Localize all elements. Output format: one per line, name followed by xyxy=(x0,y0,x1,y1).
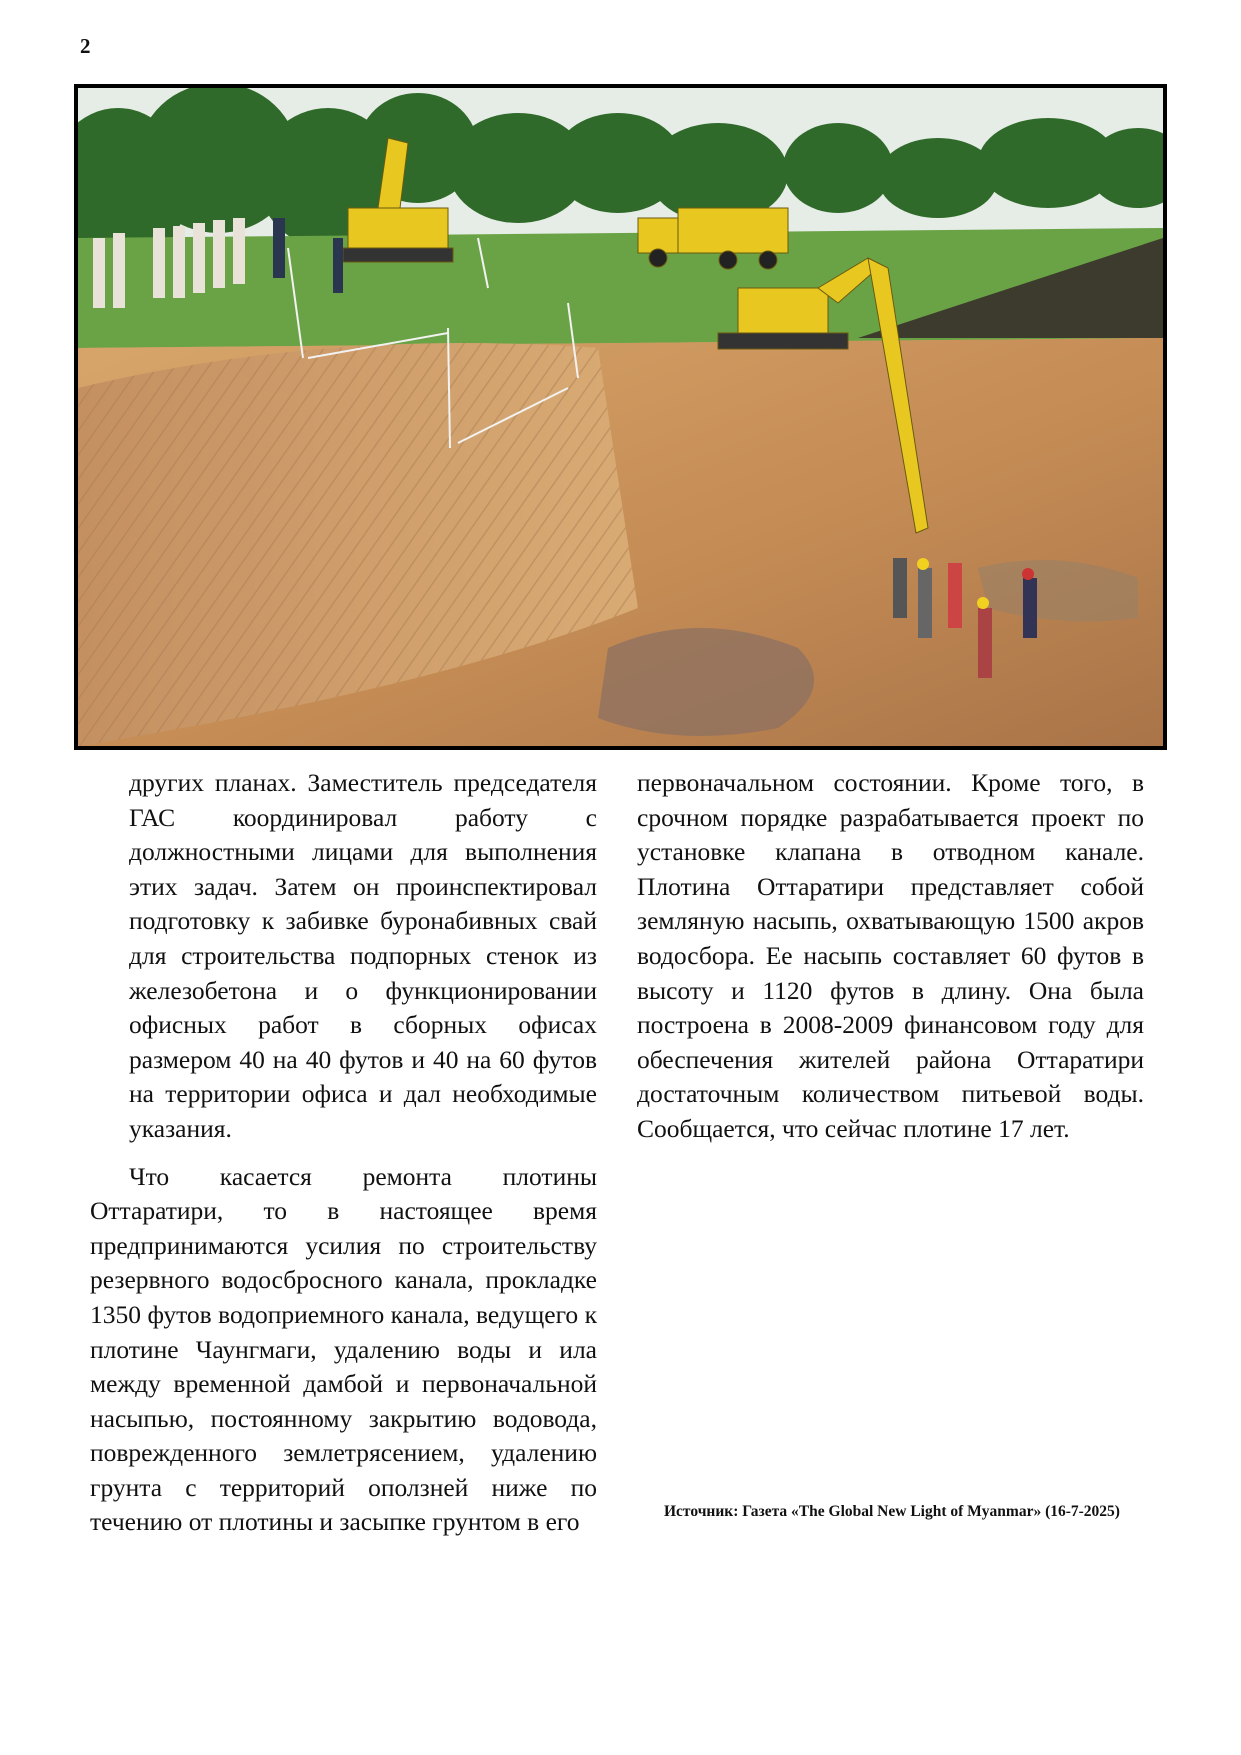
article-paragraph: других планах. Заместитель председателя ГАС координировал работу с должностными лицами для выполнения этих задач. Затем он проинспектировал подготовку к забивке буронабивных свай для строительства подпорных стенок из железобетона и о функционировании офисных работ в сборных офисах размером 40 на 40 футов и 40 на 60 футов на территории офиса и дал необходимые указания. xyxy=(129,768,597,1143)
article-paragraph: Что касается ремонта плотины Оттаратири, то в настоящее время предпринимаются усилия по строительству резервного водосбросного канала, прокладке 1350 футов водоприемного канала, ведущего к плотине Чаунгмаги, удалению воды и ила между временной дамбой и первоначальной насыпью, постоянному закрытию водовода, поврежденного землетрясением, удалению грунта с территорий оползней ниже по течению от плотины и засыпке грунтом в его xyxy=(90,1161,597,1537)
muddy-water xyxy=(598,628,814,736)
article-paragraph: первоначальном состоянии. Кроме того, в срочном порядке разрабатывается проект по установке клапана в отводном канале. Плотина Оттаратири представляет собой земляную насыпь, охватывающую 1500 акров водосбора. Ее насыпь составляет 60 футов в высоту и 1120 футов в длину. Она была построена в 2008-2009 финансовом году для обеспечения жителей района Оттаратири достаточным количеством питьевой воды. Сообщается, что сейчас плотине 17 лет. xyxy=(637,768,1144,1143)
source-citation: Источник: Газета «The Global New Light of Myanmar» (16-7-2025) xyxy=(664,1503,1120,1520)
photo-illustration xyxy=(78,88,1163,746)
page-number: 2 xyxy=(80,34,91,58)
article-column-left xyxy=(90,766,597,1540)
article-column-right xyxy=(637,766,1144,1147)
construction-site-photo xyxy=(74,84,1167,750)
